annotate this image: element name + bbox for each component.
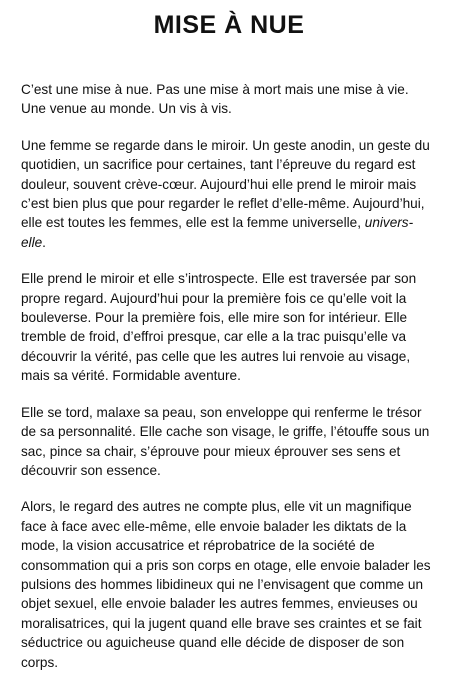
paragraph-1: [21, 80, 437, 119]
paragraph-5: [21, 497, 437, 672]
paragraph-3: [21, 269, 437, 385]
paragraph-2-emphasis: univers-elle: [21, 215, 414, 250]
paragraph-2: [21, 136, 437, 252]
paragraph-2-text: Une femme se regarde dans le miroir. Un geste anodin, un geste du quotidien, un sacrifice pour certaines, tant l’épreuve du regard est douleur, souvent crève-cœur. Aujourd’hui elle prend le miroir mais c’est bien plus que pour regarder le reflet d’elle-même. Aujourd’hui, elle est toutes les femmes, elle est la femme universelle,: [21, 137, 430, 231]
paragraph-3-text: Elle prend le miroir et elle s’introspecte. Elle est traversée par son propre regard. Aujourd’hui pour la première fois ce qu’elle voit la bouleverse. Pour la première fois, elle mire son for intérieur. Elle tremble de froid, d’effroi presque, car elle a la trac puisqu’elle va découvrir la vérité, pas celle que les autres lui renvoie au visage, mais sa vérité. Formidable aventure.: [21, 271, 417, 384]
paragraph-5-text: Alors, le regard des autres ne compte plus, elle vit un magnifique face à face avec elle-même, elle envoie balader les diktats de la mode, la vision accusatrice et réprobatrice de la société de consommation qui a pris son corps en otage, elle envoie balader les pulsions des hommes libidineux qui ne l’envisagent que comme un objet sexuel, elle envoie balader les autres femmes, envieuses ou moralisatrices, qui la jugent quand elle brave ses craintes et se fait séductrice ou aguicheuse quand elle décide de disposer de son corps.: [21, 499, 431, 670]
paragraph-4: [21, 403, 437, 481]
page-title: MISE À NUE: [153, 11, 305, 39]
document-body: [21, 80, 437, 689]
paragraph-4-text: Elle se tord, malaxe sa peau, son enveloppe qui renferme le trésor de sa personnalité. Elle cache son visage, le griffe, l’étouffe sous un sac, pince sa chair, s’éprouve pour mieux éprouver ses sens et découvrir son essence.: [21, 404, 430, 478]
paragraph-2-after: .: [42, 234, 46, 250]
paragraph-1-text: C’est une mise à nue. Pas une mise à mort mais une mise à vie. Une venue au monde. Un vis à vis.: [21, 82, 409, 117]
